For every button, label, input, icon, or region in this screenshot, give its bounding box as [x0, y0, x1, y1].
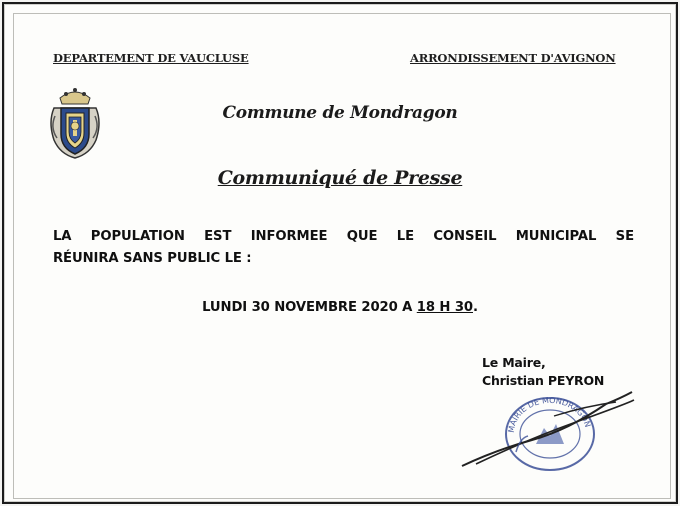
department-header: DEPARTEMENT DE VAUCLUSE — [53, 51, 249, 65]
meeting-date — [0, 300, 680, 315]
announcement-line-2: RÉUNIRA SANS PUBLIC LE : — [53, 251, 252, 266]
signatory-title: Le Maire, — [482, 355, 546, 370]
stamp-text: MAIRIE DE MONDRAGON — [506, 395, 593, 434]
meeting-date-period: . — [473, 300, 478, 315]
signatory-name: Christian PEYRON — [482, 373, 605, 388]
meeting-time: 18 H 30 — [416, 300, 473, 315]
mairie-stamp-icon — [456, 378, 636, 478]
announcement-line-1: LA POPULATION EST INFORMEE QUE LE CONSEIL MUNICIPAL SE — [53, 229, 634, 244]
commune-title: Commune de Mondragon — [222, 103, 458, 123]
press-release-title: Communiqué de Presse — [217, 167, 463, 189]
arrondissement-header: ARRONDISSEMENT D'AVIGNON — [410, 51, 616, 65]
meeting-day: LUNDI 30 NOVEMBRE 2020 A — [202, 300, 417, 315]
